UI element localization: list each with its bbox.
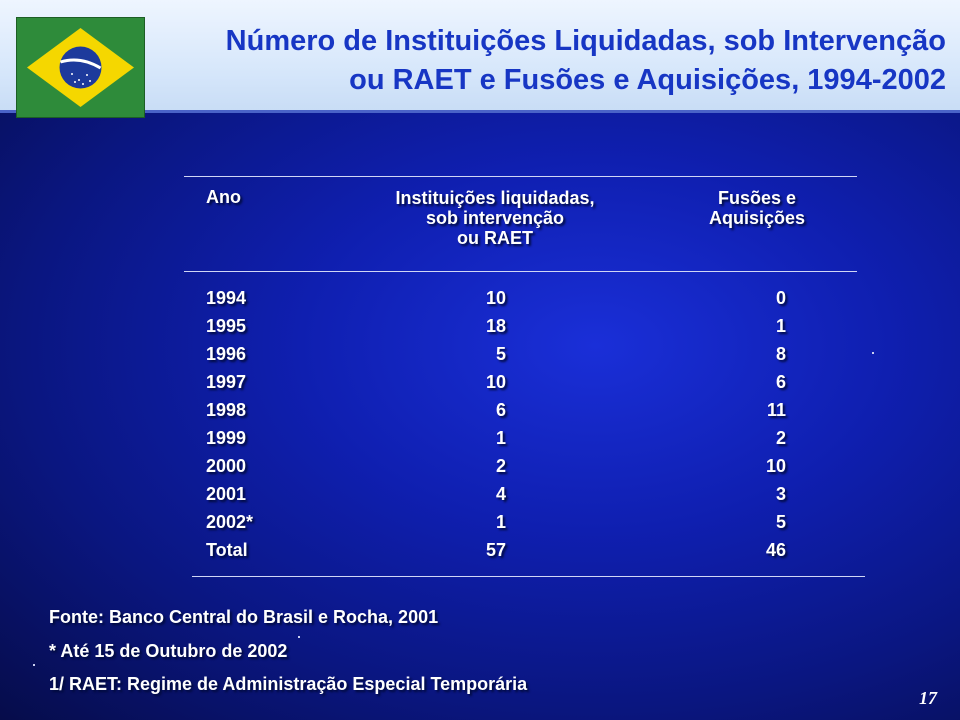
cell-mergers: 1 [775, 316, 786, 336]
cell-year: 2000 [206, 456, 247, 476]
cell-mergers: 11 [766, 400, 786, 420]
cell-institutions: 57 [485, 540, 506, 560]
header-institutions-line-3: ou RAET [457, 228, 533, 248]
cell-institutions: 4 [495, 484, 506, 504]
cell-institutions: 1 [495, 512, 506, 532]
footnote-date: * Até 15 de Outubro de 2002 [49, 641, 288, 661]
header-institutions-line-2: sob intervenção [425, 208, 565, 228]
cell-year: 2001 [206, 484, 247, 504]
cell-year: 2002* [206, 512, 254, 532]
cell-institutions: 6 [495, 400, 506, 420]
cell-year: 1999 [206, 428, 247, 448]
cell-year: 1997 [206, 372, 247, 392]
cell-institutions: 2 [495, 456, 506, 476]
cell-year: 1996 [206, 344, 247, 364]
speck-decoration [298, 636, 300, 638]
cell-mergers: 2 [775, 428, 786, 448]
cell-year: Total [206, 540, 248, 560]
title-line-2: ou RAET e Fusões e Aquisições, 1994-2002 [349, 64, 946, 96]
header-mergers-line-1: Fusões e [717, 188, 797, 208]
cell-mergers: 8 [775, 344, 786, 364]
brazil-flag-icon [16, 17, 145, 118]
cell-mergers: 6 [775, 372, 786, 392]
header-institutions-line-1: Instituições liquidadas, [395, 188, 595, 208]
cell-institutions: 18 [485, 316, 506, 336]
page-number: 17 [919, 688, 937, 708]
page-title [146, 22, 946, 100]
header-institutions [340, 188, 650, 248]
cell-year: 1998 [206, 400, 247, 420]
cell-mergers: 46 [765, 540, 786, 560]
title-line-1: Número de Instituições Liquidadas, sob Intervenção [225, 25, 946, 57]
cell-institutions: 5 [495, 344, 506, 364]
cell-institutions: 1 [495, 428, 506, 448]
table-bottom-rule [192, 576, 865, 577]
cell-institutions: 10 [485, 372, 506, 392]
speck-decoration [872, 352, 874, 354]
source-note: Fonte: Banco Central do Brasil e Rocha, 2001 [49, 607, 439, 627]
table-header-rule [184, 271, 857, 272]
speck-decoration [33, 664, 35, 666]
cell-mergers: 10 [765, 456, 786, 476]
table-top-rule [184, 176, 857, 177]
footnote-raet: 1/ RAET: Regime de Administração Especial Temporária [49, 674, 528, 694]
title-bar [0, 0, 960, 113]
cell-mergers: 5 [775, 512, 786, 532]
header-mergers [682, 188, 832, 228]
header-mergers-line-2: Aquisições [708, 208, 806, 228]
cell-mergers: 3 [775, 484, 786, 504]
cell-year: 1995 [206, 316, 247, 336]
cell-institutions: 10 [485, 288, 506, 308]
cell-mergers: 0 [775, 288, 786, 308]
cell-year: 1994 [206, 288, 247, 308]
header-year: Ano [206, 187, 241, 207]
